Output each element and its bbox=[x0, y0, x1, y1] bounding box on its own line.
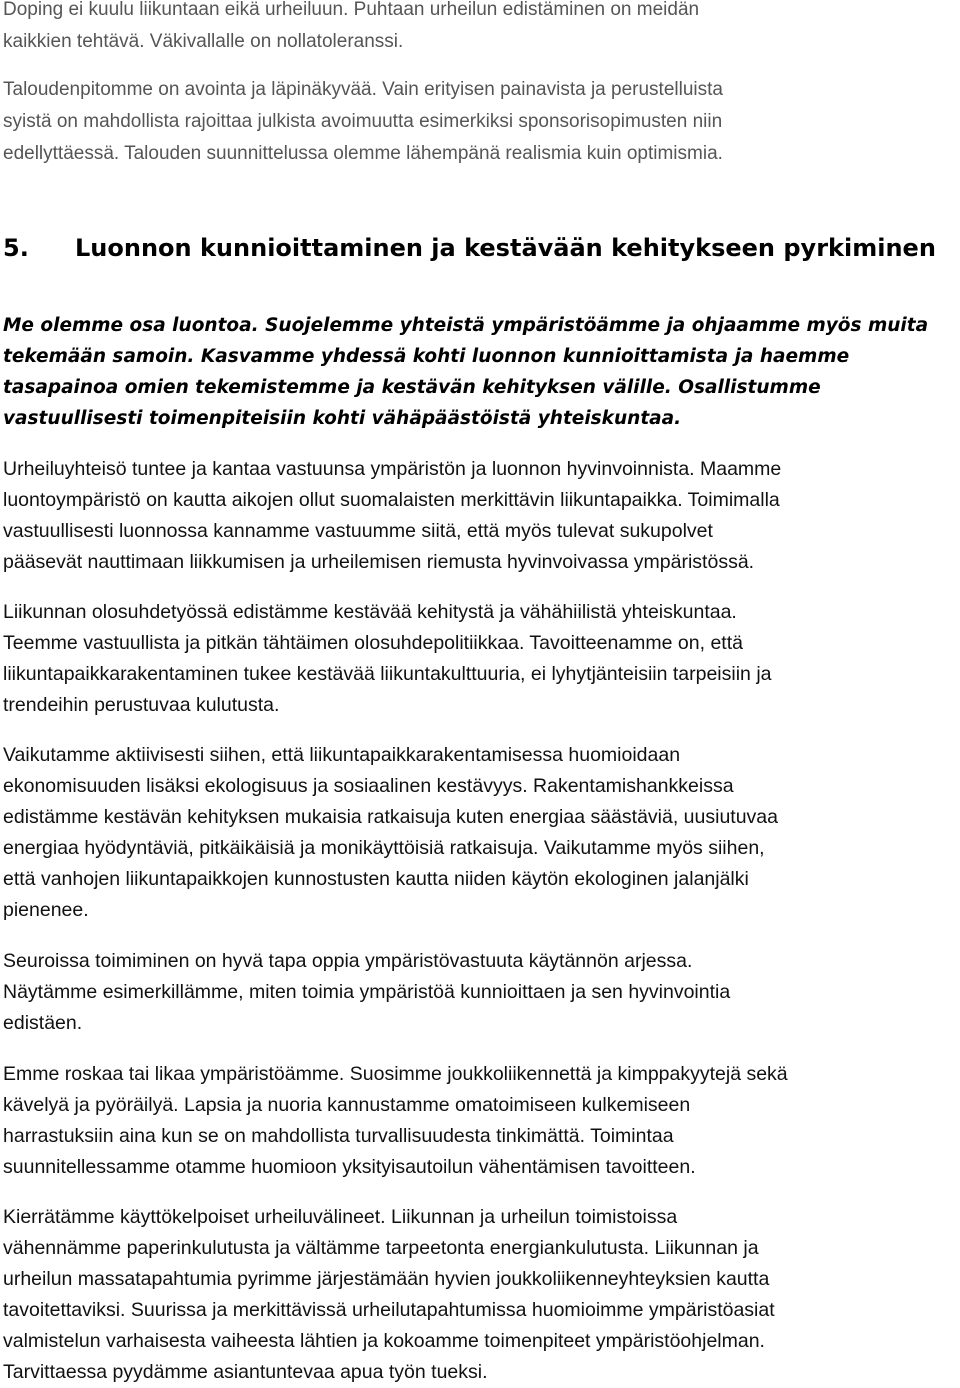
text-line: liikuntapaikkarakentaminen tukee kestävää liikuntakulttuuria, ei lyhytjänteisiin tarpeisiin ja bbox=[3, 663, 772, 685]
text-line: valmistelun varhaisesta vaiheesta lähtien ja kokoamme toimenpiteet ympäristöohjelman. bbox=[3, 1330, 765, 1352]
text-line: Urheiluyhteisö tuntee ja kantaa vastuunsa ympäristön ja luonnon hyvinvoinnista. Maamme bbox=[3, 458, 782, 480]
text-line: luontoympäristö on kautta aikojen ollut suomalaisten merkittävin liikuntapaikka. Toimimalla bbox=[3, 489, 780, 511]
section-number: 5. bbox=[3, 234, 29, 262]
text-line: Kierrätämme käyttökelpoiset urheiluvälineet. Liikunnan ja urheilun toimistoissa bbox=[3, 1206, 678, 1228]
text-line: Seuroissa toimiminen on hyvä tapa oppia ympäristövastuuta käytännön arjessa. bbox=[3, 950, 693, 972]
text-line: suunnitellessamme otamme huomioon yksityisautoilun vähentämisen tavoitteen. bbox=[3, 1156, 696, 1178]
facilities-paragraph bbox=[3, 597, 772, 721]
intro-line: Me olemme osa luontoa. Suojelemme yhteistä ympäristöämme ja ohjaamme myös muita bbox=[3, 315, 929, 336]
transport-paragraph bbox=[3, 1059, 788, 1183]
recycling-paragraph bbox=[3, 1202, 775, 1388]
environment-responsibility-paragraph bbox=[3, 454, 781, 578]
text-line: vähennämme paperinkulutusta ja vältämme tarpeetonta energiankulutusta. Liikunnan ja bbox=[3, 1237, 759, 1259]
text-line: tavoitettaviksi. Suurissa ja merkittävissä urheilutapahtumissa huomioimme ympäristöasiat bbox=[3, 1299, 775, 1321]
text-line: Vaikutamme aktiivisesti siihen, että liikuntapaikkarakentamisessa huomioidaan bbox=[3, 744, 681, 766]
finance-paragraph bbox=[3, 74, 723, 170]
intro-line: vastuullisesti toimenpiteisiin kohti vähäpäästöistä yhteiskuntaa. bbox=[3, 408, 682, 429]
clubs-paragraph bbox=[3, 946, 730, 1039]
construction-paragraph bbox=[3, 740, 778, 926]
text-line: Teemme vastuullista ja pitkän tähtäimen olosuhdepolitiikkaa. Tavoitteenamme on, että bbox=[3, 632, 743, 654]
text-line: ekonomisuuden lisäksi ekologisuus ja sosiaalinen kestävyys. Rakentamishankkeissa bbox=[3, 775, 734, 797]
text-line: harrastuksiin aina kun se on mahdollista turvallisuudesta tinkimättä. Toimintaa bbox=[3, 1125, 674, 1147]
text-line: edistäen. bbox=[3, 1012, 83, 1034]
section-intro bbox=[3, 310, 928, 434]
section-heading bbox=[3, 232, 936, 264]
text-line: Taloudenpitomme on avointa ja läpinäkyvää. Vain erityisen painavista ja perustelluista bbox=[3, 79, 723, 100]
text-line: Näytämme esimerkillämme, miten toimia ympäristöä kunnioittaen ja sen hyvinvointia bbox=[3, 981, 731, 1003]
intro-line: tekemään samoin. Kasvamme yhdessä kohti luonnon kunnioittamista ja haemme bbox=[3, 346, 850, 367]
text-line: urheilun massatapahtumia pyrimme järjestämään hyvien joukkoliikenneyhteyksien kautta bbox=[3, 1268, 770, 1290]
text-line: pääsevät nauttimaan liikkumisen ja urheilemisen riemusta hyvinvoivassa ympäristössä. bbox=[3, 551, 755, 573]
text-line: edellyttäessä. Talouden suunnittelussa olemme lähempänä realismia kuin optimismia. bbox=[3, 143, 723, 164]
section-title: Luonnon kunnioittaminen ja kestävään kehitykseen pyrkiminen bbox=[75, 234, 936, 262]
text-line: kävelyä ja pyöräilyä. Lapsia ja nuoria kannustamme omatoimiseen kulkemiseen bbox=[3, 1094, 691, 1116]
doping-paragraph bbox=[3, 0, 699, 58]
text-line: trendeihin perustuvaa kulutusta. bbox=[3, 694, 280, 716]
intro-line: tasapainoa omien tekemistemme ja kestävän kehityksen välille. Osallistumme bbox=[3, 377, 821, 398]
text-line: edistämme kestävän kehityksen mukaisia ratkaisuja kuten energiaa säästäviä, uusiutuvaa bbox=[3, 806, 779, 828]
text-line: Liikunnan olosuhdetyössä edistämme kestävää kehitystä ja vähähiilistä yhteiskuntaa. bbox=[3, 601, 737, 623]
text-line: syistä on mahdollista rajoittaa julkista avoimuutta esimerkiksi sponsorisopimusten niin bbox=[3, 111, 723, 132]
text-line: Emme roskaa tai likaa ympäristöämme. Suosimme joukkoliikennettä ja kimppakyytejä sekä bbox=[3, 1063, 788, 1085]
text-line: pienenee. bbox=[3, 899, 89, 921]
text-line: energiaa hyödyntäviä, pitkäikäisiä ja monikäyttöisiä ratkaisuja. Vaikutamme myös siihen, bbox=[3, 837, 765, 859]
text-line: Tarvittaessa pyydämme asiantuntevaa apua työn tueksi. bbox=[3, 1361, 488, 1383]
text-line: kaikkien tehtävä. Väkivallalle on nollatoleranssi. bbox=[3, 31, 404, 52]
text-line: vastuullisesti luonnossa kannamme vastuumme siitä, että myös tulevat sukupolvet bbox=[3, 520, 713, 542]
text-line: Doping ei kuulu liikuntaan eikä urheiluun. Puhtaan urheilun edistäminen on meidän bbox=[3, 0, 700, 20]
text-line: että vanhojen liikuntapaikkojen kunnostusten kautta niiden käytön ekologinen jalanjälki bbox=[3, 868, 749, 890]
